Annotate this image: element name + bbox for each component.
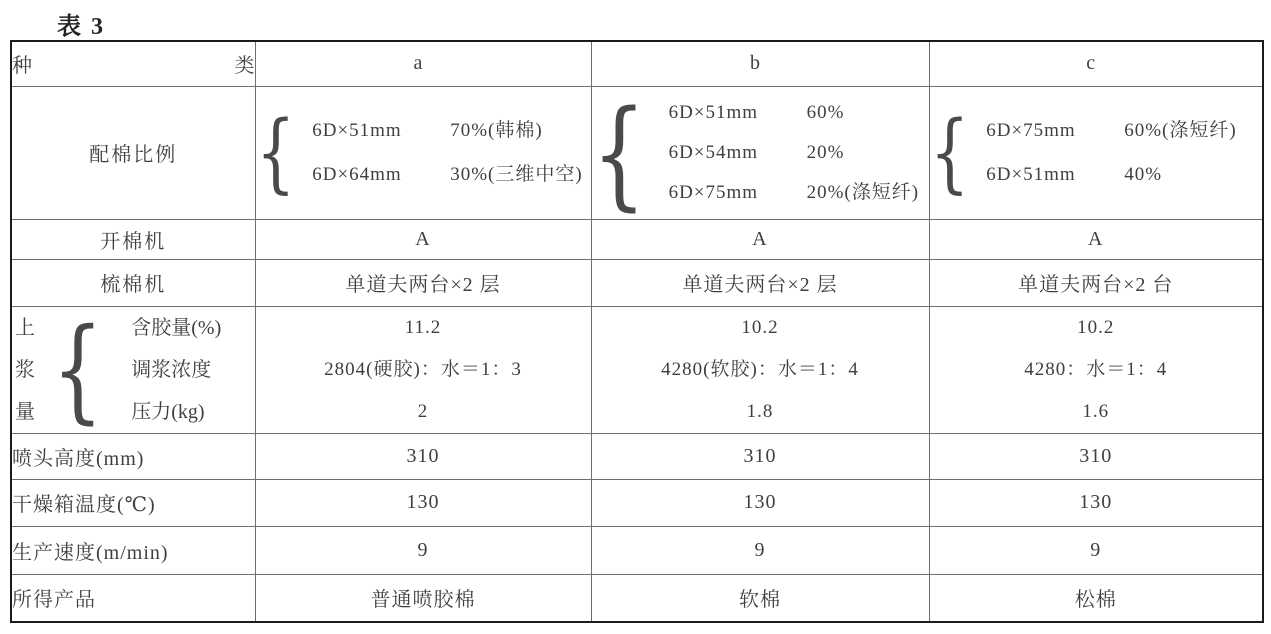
cell-oven-c: 130 [929,479,1263,526]
sizing-sub-label: 调浆浓度 [131,358,212,381]
fiber-pct: 20% [806,141,845,163]
cell-blend-c [929,86,1263,219]
sizing-sub-labels [131,307,221,433]
blend-line [986,109,1236,153]
fiber-pct: 60% [806,101,845,123]
blend-b-wrap [591,86,929,219]
fiber-pct: 30%(三维中空) [450,163,583,185]
brace-icon: { [255,102,295,203]
brace-icon: { [52,306,104,433]
fiber-pct: 40% [1124,163,1163,185]
blend-b-lines [669,93,919,213]
blend-label: 配棉比例 [11,86,255,219]
blend-c-wrap [929,102,1263,203]
table-title: 表 3 [57,14,105,40]
sizing-row [11,306,1263,433]
cell-opener-c: A [929,219,1263,259]
opener-label: 开棉机 [11,219,255,259]
header-col-c: c [929,41,1263,86]
cell-sizing-c [929,306,1263,433]
fiber-spec: 6D×75mm [986,119,1076,141]
speed-label: 生产速度(m/min) [11,526,255,574]
cell-carding-c: 单道夫两台×2 台 [929,259,1263,306]
header-col-a: a [255,41,591,86]
paste-concentration-value: 4280(软胶)：水＝1：4 [661,358,859,380]
process-table [10,40,1264,623]
sizing-sub-label: 含胶量(%) [131,316,222,339]
header-kind-wrap [12,49,255,78]
opener-row [11,219,1263,259]
cell-nozzle-b: 310 [591,433,929,479]
fiber-spec: 6D×51mm [668,101,759,123]
cell-nozzle-c: 310 [929,433,1263,479]
sizing-vertical-label [12,307,38,433]
cell-speed-a: 9 [255,526,591,574]
product-label: 所得产品 [11,574,255,622]
pressure-value: 1.8 [746,400,774,422]
nozzle-row [11,433,1263,479]
fiber-spec: 6D×51mm [986,163,1076,185]
cell-speed-b: 9 [591,526,929,574]
nozzle-label: 喷头高度(mm) [11,433,255,479]
speed-row [11,526,1263,574]
blend-line [312,109,582,153]
cell-oven-a: 130 [255,479,591,526]
paste-concentration-value: 4280：水＝1：4 [1024,358,1168,380]
header-row [11,41,1263,86]
cell-product-c: 松棉 [929,574,1263,622]
sizing-label-wrap [12,307,255,433]
cell-opener-a: A [255,219,591,259]
fiber-pct: 60%(涤短纤) [1124,119,1237,141]
sizing-sub-label: 压力(kg) [131,400,205,423]
cell-blend-b [591,86,929,219]
cell-opener-b: A [591,219,929,259]
pressure-value: 2 [417,400,429,422]
blend-line [986,153,1236,197]
brace-icon: { [929,102,969,203]
fiber-spec: 6D×75mm [668,181,759,203]
sizing-char: 量 [15,400,35,423]
cell-sizing-a [255,306,591,433]
pressure-value: 1.6 [1082,400,1110,422]
blend-line [312,153,582,197]
blend-a-wrap [255,102,591,203]
blend-a-lines [312,109,582,197]
blend-c-lines [986,109,1236,197]
glue-content-value: 10.2 [1077,316,1115,338]
blend-line [669,133,919,173]
cell-carding-b: 单道夫两台×2 层 [591,259,929,306]
glue-content-value: 11.2 [404,316,442,338]
cell-oven-b: 130 [591,479,929,526]
cell-product-a: 普通喷胶棉 [255,574,591,622]
cell-product-b: 软棉 [591,574,929,622]
header-col-b: b [591,41,929,86]
fiber-pct: 20%(涤短纤) [806,181,920,203]
header-kind-left: 种 [12,55,32,78]
blend-row [11,86,1263,219]
oven-row [11,479,1263,526]
blend-line [669,173,919,213]
brace-icon: { [591,86,646,219]
fiber-spec: 6D×51mm [312,119,402,141]
carding-label: 梳棉机 [11,259,255,306]
fiber-pct: 70%(韩棉) [450,119,543,141]
cell-speed-c: 9 [929,526,1263,574]
carding-row [11,259,1263,306]
cell-carding-a: 单道夫两台×2 层 [255,259,591,306]
sizing-char: 浆 [15,358,35,381]
glue-content-value: 10.2 [741,316,779,338]
sizing-char: 上 [15,316,35,339]
fiber-spec: 6D×54mm [668,141,759,163]
oven-label: 干燥箱温度(℃) [11,479,255,526]
cell-nozzle-a: 310 [255,433,591,479]
cell-sizing-b [591,306,929,433]
product-row [11,574,1263,622]
header-kind-right: 类 [234,55,255,78]
paste-concentration-value: 2804(硬胶)：水＝1：3 [324,358,522,380]
sizing-label-cell [11,306,255,433]
blend-line [669,93,919,133]
cell-blend-a [255,86,591,219]
fiber-spec: 6D×64mm [312,163,402,185]
header-kind-cell [11,41,255,86]
